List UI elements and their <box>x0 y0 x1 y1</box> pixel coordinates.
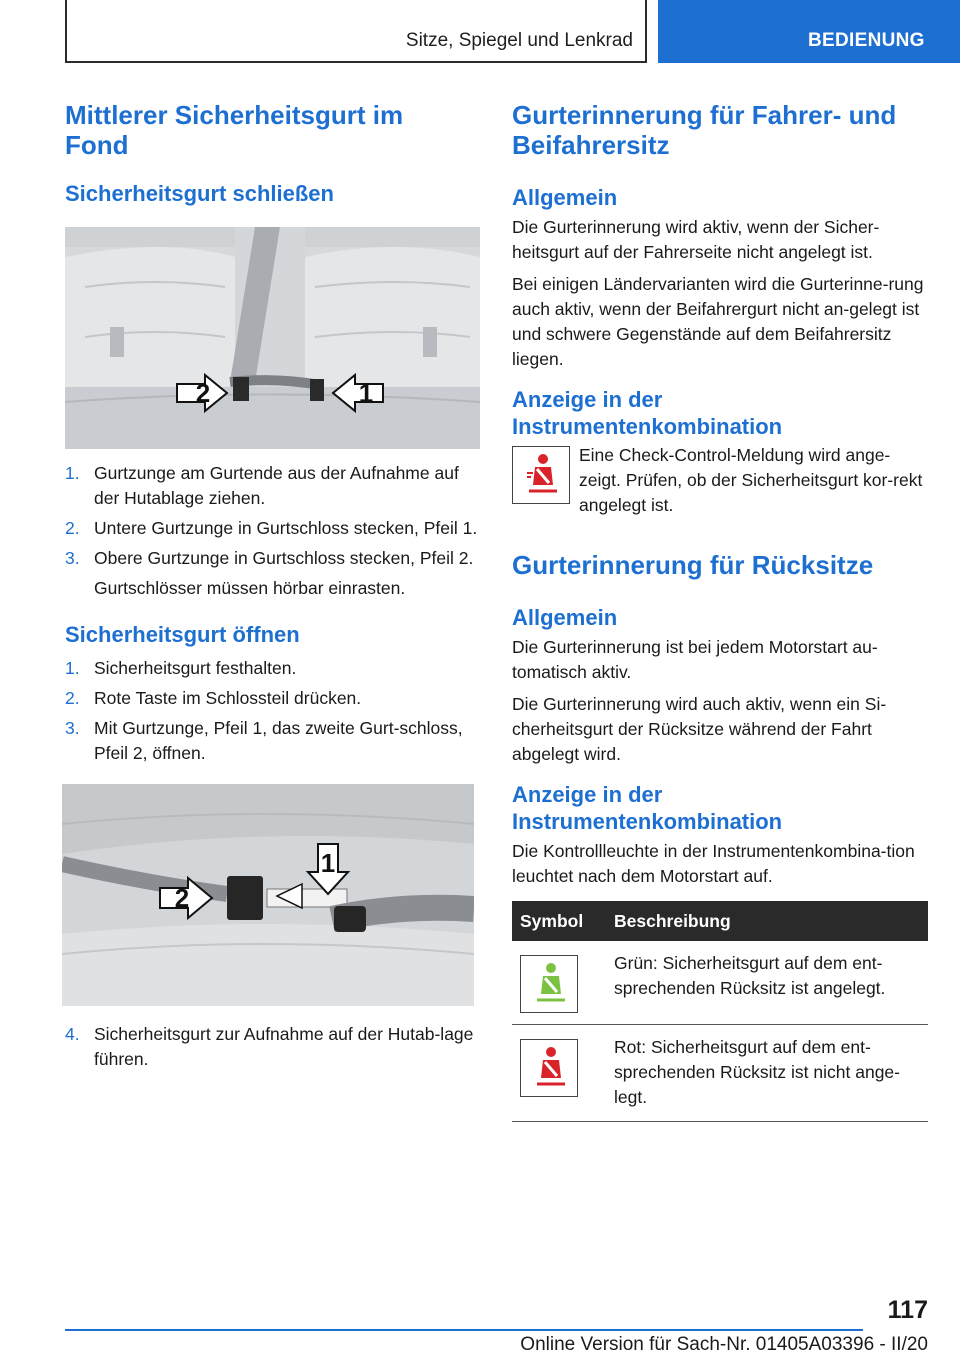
callout-arrow-1: 1 <box>320 847 336 878</box>
list-item <box>65 1022 480 1072</box>
step-number: 2. <box>65 688 80 708</box>
rear-seat-illustration <box>65 227 480 449</box>
table-header-symbol: Symbol <box>512 901 606 941</box>
callout-arrow-2: 2 <box>174 882 190 913</box>
step-note: Gurtschlösser müssen hörbar einrasten. <box>94 578 406 598</box>
list-item <box>65 516 480 541</box>
step-number: 1. <box>65 463 80 483</box>
close-heading: Sicherheitsgurt schließen <box>65 181 334 206</box>
general-heading-1: Allgemein <box>512 185 618 210</box>
step-text: Sicherheitsgurt festhalten. <box>94 658 297 678</box>
header-chapter-tab[interactable] <box>658 0 960 63</box>
open-steps-list <box>65 656 480 766</box>
list-item <box>65 656 480 681</box>
step-text: Obere Gurtzunge in Gurtschloss stecken, Pfeil 2. <box>94 548 474 568</box>
display-heading-2: Anzeige in der Instrumentenkombination <box>512 782 783 834</box>
list-item <box>65 546 480 601</box>
description-cell: Grün: Sicherheitsgurt auf dem ent-sprechenden Rücksitz ist angelegt. <box>606 941 928 1025</box>
step-number: 1. <box>65 658 80 678</box>
close-steps-list <box>65 461 480 601</box>
display-heading-1: Anzeige in der Instrumentenkombination <box>512 387 783 439</box>
display-text-2: Die Kontrollleuchte in der Instrumentenkombina-tion leuchtet nach dem Motorstart auf. <box>512 841 915 886</box>
step-text: Untere Gurtzunge in Gurtschloss stecken, Pfeil 1. <box>94 518 478 538</box>
green-seatbelt-icon <box>520 955 578 1013</box>
callout-arrow-1: 1 <box>358 377 374 408</box>
step-text: Sicherheitsgurt zur Aufnahme auf der Hutab-lage führen. <box>94 1024 474 1069</box>
right-column <box>512 100 928 1122</box>
step-text: Gurtzunge am Gurtende aus der Aufnahme auf der Hutablage ziehen. <box>94 463 459 508</box>
footer-online-version[interactable]: Online Version für Sach-Nr. 01405A03396 - II/20 <box>520 1334 928 1355</box>
table-header-description: Beschreibung <box>606 901 928 941</box>
display-text-1: Eine Check-Control-Meldung wird ange-zeigt. Prüfen, ob der Sicherheitsgurt kor-rekt angelegt ist. <box>579 445 923 515</box>
symbol-cell <box>512 941 606 1025</box>
footer-divider <box>65 1329 863 1331</box>
seatbelt-icon <box>513 447 569 503</box>
step-number: 3. <box>65 548 80 568</box>
open-heading: Sicherheitsgurt öffnen <box>65 622 300 647</box>
seatbelt-red-icon <box>521 1040 577 1096</box>
seatbelt-close-figure <box>65 227 480 449</box>
right-title: Gurterinnerung für Fahrer- und Beifahrersitz <box>512 100 897 160</box>
red-seatbelt-icon <box>520 1039 578 1097</box>
general-paragraph-1: Die Gurterinnerung wird aktiv, wenn der Sicher-heitsgurt auf der Fahrerseite nicht angelegt ist. <box>512 217 880 262</box>
list-item <box>65 716 480 766</box>
general-paragraph-2: Bei einigen Ländervarianten wird die Gurterinne-rung auch aktiv, wenn der Beifahrergurt nicht an-gelegt ist und schwere Gegenstände auf dem Beifahrersitz liegen. <box>512 274 924 369</box>
general-heading-2: Allgemein <box>512 605 618 630</box>
step-text: Rote Taste im Schlossteil drücken. <box>94 688 362 708</box>
table-row <box>512 1025 928 1122</box>
header-section-box <box>65 0 647 63</box>
callout-arrow-2: 2 <box>195 377 211 408</box>
left-title: Mittlerer Sicherheitsgurt im Fond <box>65 100 404 160</box>
symbol-table <box>512 901 928 1122</box>
general-paragraph-3: Die Gurterinnerung ist bei jedem Motorstart au-tomatisch aktiv. <box>512 637 878 682</box>
seatbelt-open-figure <box>62 784 474 1006</box>
left-column <box>65 100 480 1077</box>
symbol-cell <box>512 1025 606 1122</box>
list-item <box>65 686 480 711</box>
step-text: Mit Gurtzunge, Pfeil 1, das zweite Gurt-schloss, Pfeil 2, öffnen. <box>94 718 463 763</box>
header-section-title: Sitze, Spiegel und Lenkrad <box>405 30 633 51</box>
check-control-block <box>512 446 928 526</box>
step-number: 3. <box>65 718 80 738</box>
step-number: 4. <box>65 1024 80 1044</box>
final-steps-list <box>65 1022 480 1072</box>
seatbelt-warning-icon <box>512 446 570 504</box>
header-chapter-label: BEDIENUNG <box>808 30 925 51</box>
list-item <box>65 461 480 511</box>
description-cell: Rot: Sicherheitsgurt auf dem ent-sprechenden Rücksitz ist nicht ange-legt. <box>606 1025 928 1122</box>
table-row <box>512 941 928 1025</box>
page-number: 117 <box>887 1296 928 1324</box>
rear-title: Gurterinnerung für Rücksitze <box>512 550 874 580</box>
general-paragraph-4: Die Gurterinnerung wird auch aktiv, wenn ein Si-cherheitsgurt der Rücksitze während der Fahrt abgelegt wird. <box>512 694 887 764</box>
buckle-illustration <box>62 784 474 1006</box>
step-number: 2. <box>65 518 80 538</box>
seatbelt-green-icon <box>521 956 577 1012</box>
